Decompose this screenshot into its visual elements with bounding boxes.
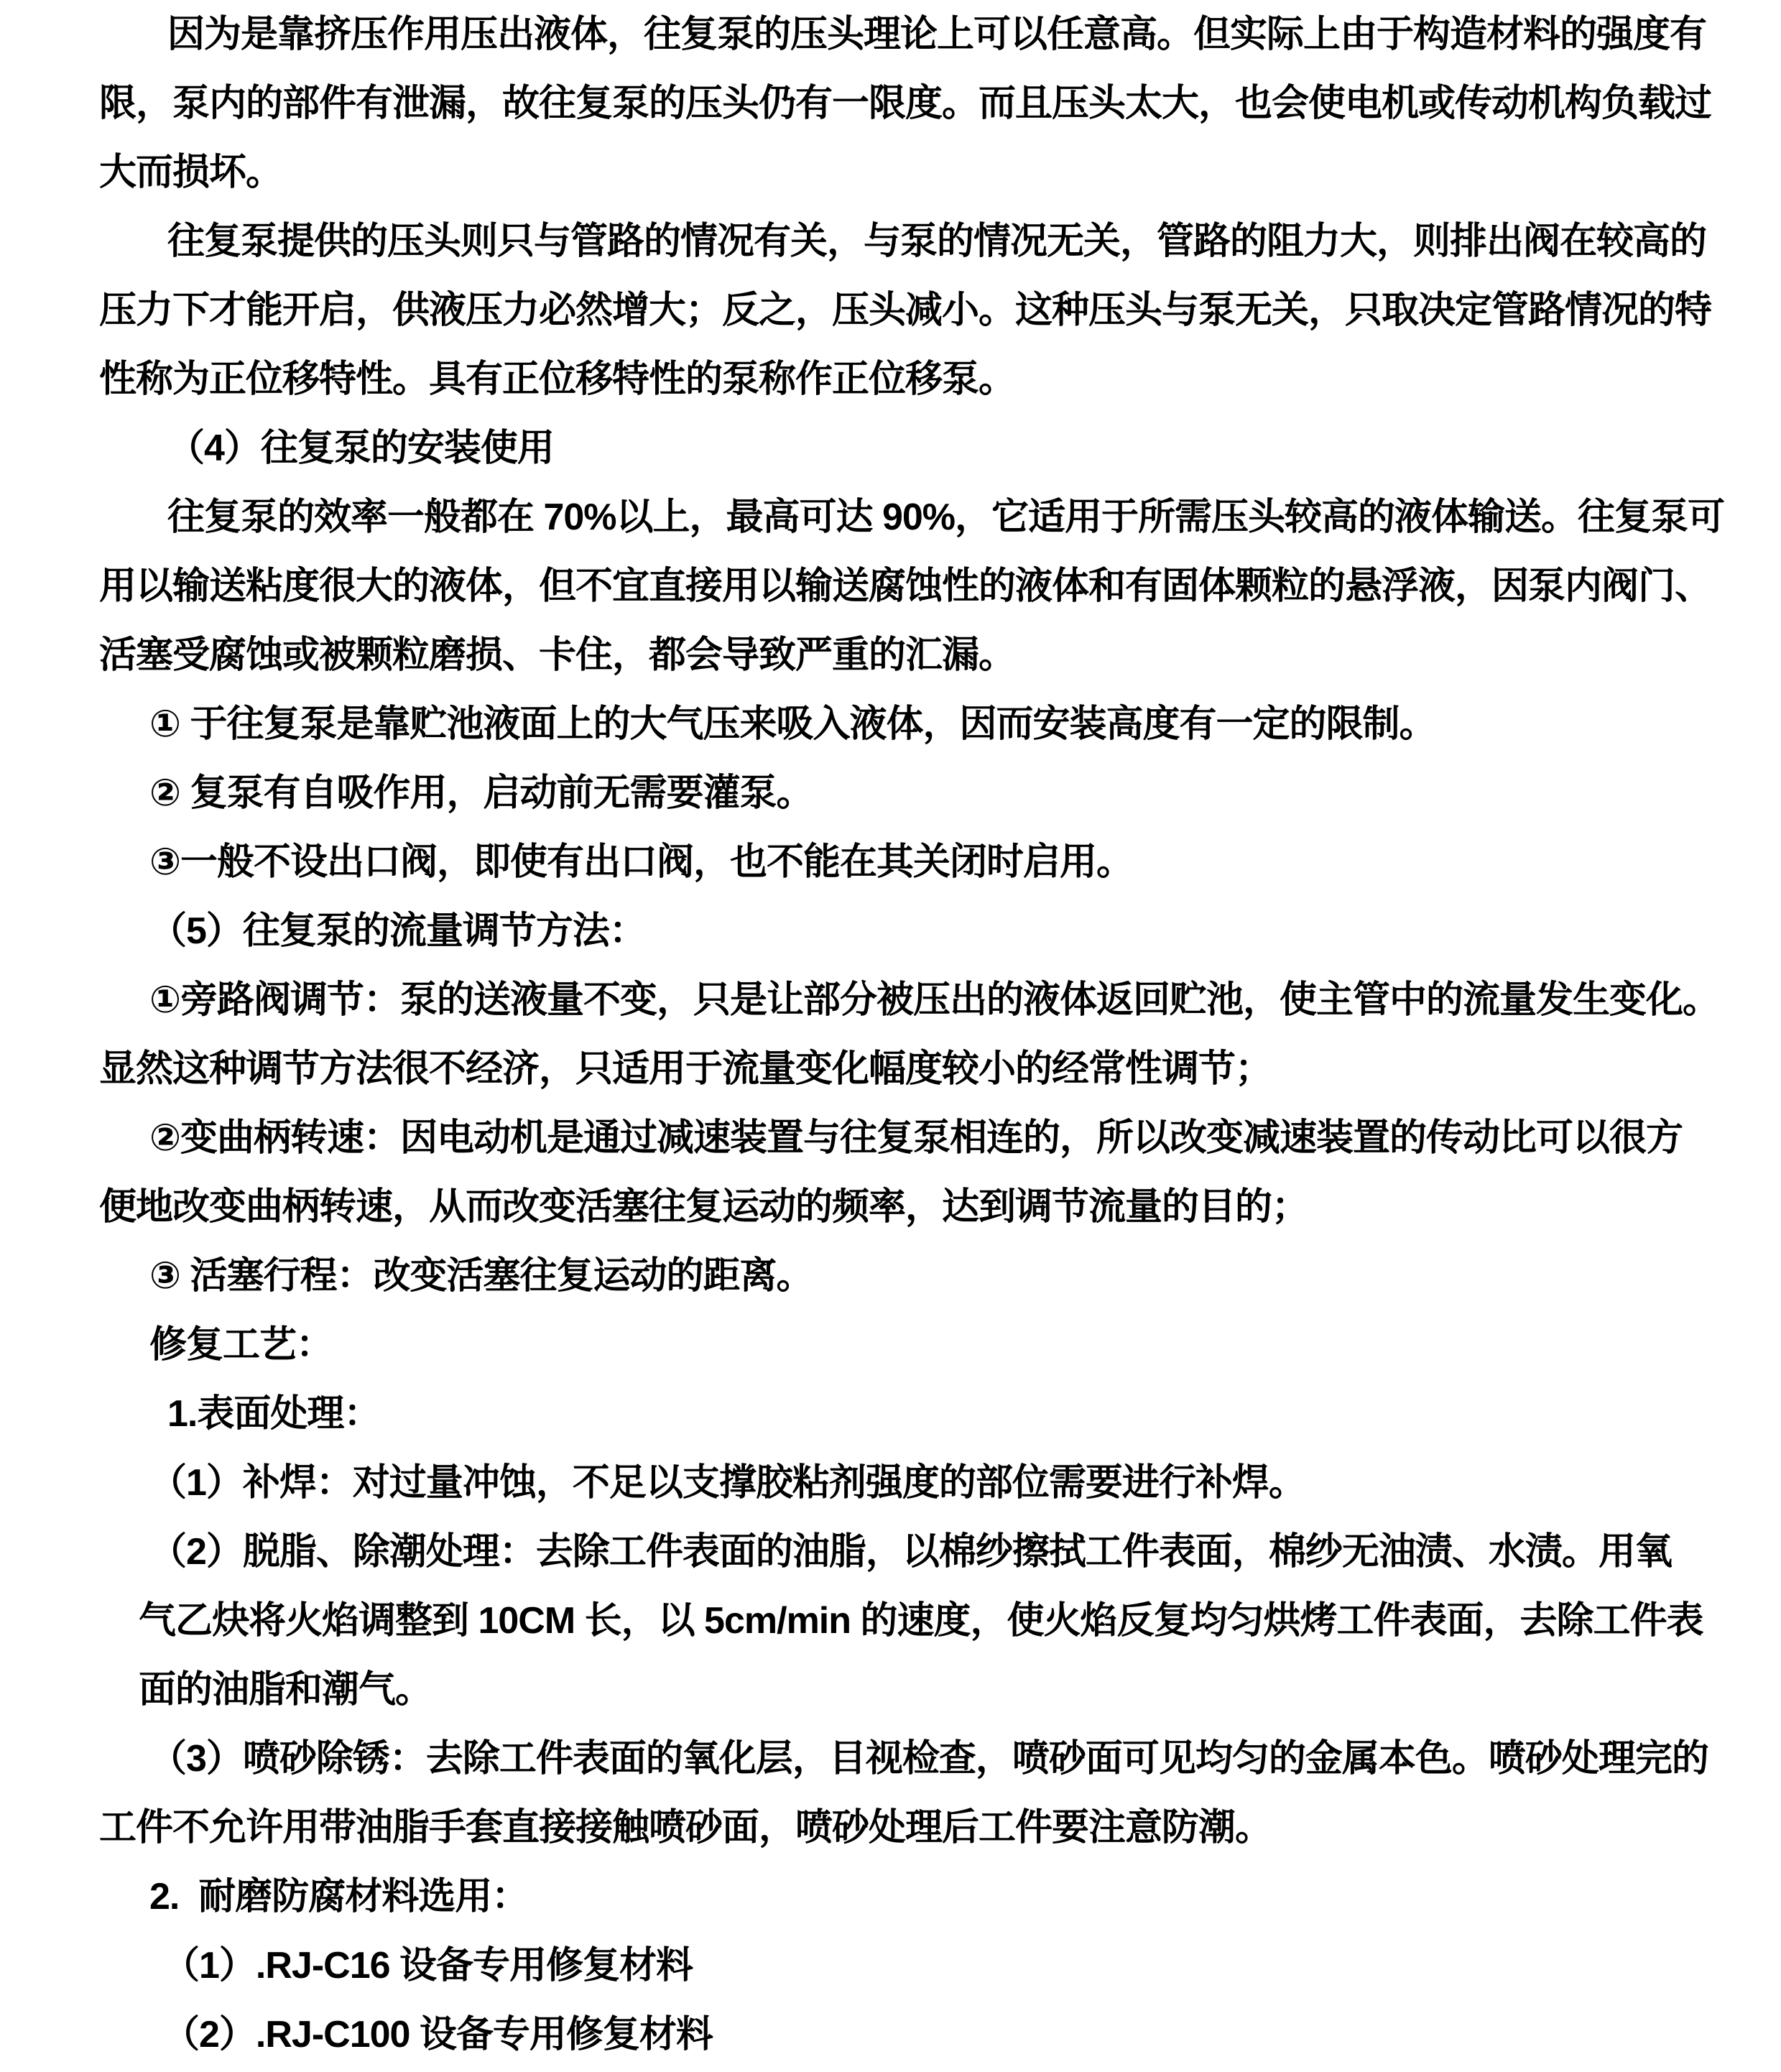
doc-line-30-item-2: （2）.RJ-C100 设备专用修复材料: [162, 2014, 713, 2055]
doc-line-7-heading-4: （4）往复泵的安装使用: [167, 427, 554, 469]
doc-line-13-item-3: ③一般不设出口阀，即使有出口阀，也不能在其关闭时启用。: [149, 841, 1134, 883]
doc-line-8: 往复泵的效率一般都在 70%以上，最高可达 90%，它适用于所需压头较高的液体输送。往复泵可: [167, 496, 1725, 538]
doc-line-28-heading-materials: 2. 耐磨防腐材料选用：: [149, 1876, 529, 1918]
doc-line-10: 活塞受腐蚀或被颗粒磨损、卡住，都会导致严重的汇漏。: [99, 634, 1016, 676]
doc-line-9: 用以输送粘度很大的液体，但不宜直接用以输送腐蚀性的液体和有固体颗粒的悬浮液，因泵内阀门、: [99, 565, 1712, 607]
doc-line-22-item-1: （1）补焊：对过量冲蚀，不足以支撑胶粘剂强度的部位需要进行补焊。: [149, 1462, 1305, 1504]
doc-line-5: 压力下才能开启，供液压力必然增大；反之，压头减小。这种压头与泵无关，只取决定管路情况的特: [99, 290, 1712, 331]
doc-line-3: 大而损坏。: [99, 152, 283, 193]
doc-line-17-item-2: ②变曲柄转速：因电动机是通过减速装置与往复泵相连的，所以改变减速装置的传动比可以很方: [149, 1117, 1683, 1159]
doc-line-1: 因为是靠挤压作用压出液体，往复泵的压头理论上可以任意高。但实际上由于构造材料的强度有: [167, 14, 1707, 55]
doc-line-11-item-1: ① 于往复泵是靠贮池液面上的大气压来吸入液体，因而安装高度有一定的限制。: [149, 703, 1436, 745]
doc-line-4: 往复泵提供的压头则只与管路的情况有关，与泵的情况无关，管路的阻力大，则排出阀在较高的: [167, 221, 1707, 262]
doc-line-6: 性称为正位移特性。具有正位移特性的泵称作正位移泵。: [99, 359, 1016, 400]
doc-line-12-item-2: ② 复泵有自吸作用，启动前无需要灌泵。: [149, 772, 813, 814]
doc-line-2: 限，泵内的部件有泄漏，故往复泵的压头仍有一限度。而且压头太大，也会使电机或传动机构负载过: [99, 83, 1712, 124]
doc-line-15-item-1: ①旁路阀调节：泵的送液量不变，只是让部分被压出的液体返回贮池，使主管中的流量发生变化。: [149, 979, 1720, 1021]
doc-line-21-heading-surface: 1.表面处理：: [167, 1393, 381, 1435]
doc-line-24: 气乙炔将火焰调整到 10CM 长，以 5cm/min 的速度，使火焰反复均匀烘烤工件表面，去除工件表: [139, 1600, 1703, 1642]
doc-line-23-item-2: （2）脱脂、除潮处理：去除工件表面的油脂，以棉纱擦拭工件表面，棉纱无油渍、水渍。用氧: [149, 1531, 1672, 1573]
doc-line-16: 显然这种调节方法很不经济，只适用于流量变化幅度较小的经常性调节；: [99, 1048, 1272, 1090]
doc-line-14-heading-5: （5）往复泵的流量调节方法：: [149, 910, 646, 952]
doc-line-18: 便地改变曲柄转速，从而改变活塞往复运动的频率，达到调节流量的目的；: [99, 1186, 1309, 1228]
doc-line-20-heading-repair: 修复工艺：: [149, 1324, 333, 1366]
document-body: [99, 0, 1738, 2069]
doc-line-27: 工件不允许用带油脂手套直接接触喷砂面，喷砂处理后工件要注意防潮。: [99, 1807, 1272, 1849]
doc-line-19-item-3: ③ 活塞行程：改变活塞往复运动的距离。: [149, 1255, 813, 1297]
doc-line-29-item-1: （1）.RJ-C16 设备专用修复材料: [162, 1945, 693, 1987]
doc-line-26-item-3: （3）喷砂除锈：去除工件表面的氧化层，目视检查，喷砂面可见均匀的金属本色。喷砂处理完的: [149, 1738, 1708, 1780]
doc-line-25: 面的油脂和潮气。: [139, 1669, 432, 1711]
